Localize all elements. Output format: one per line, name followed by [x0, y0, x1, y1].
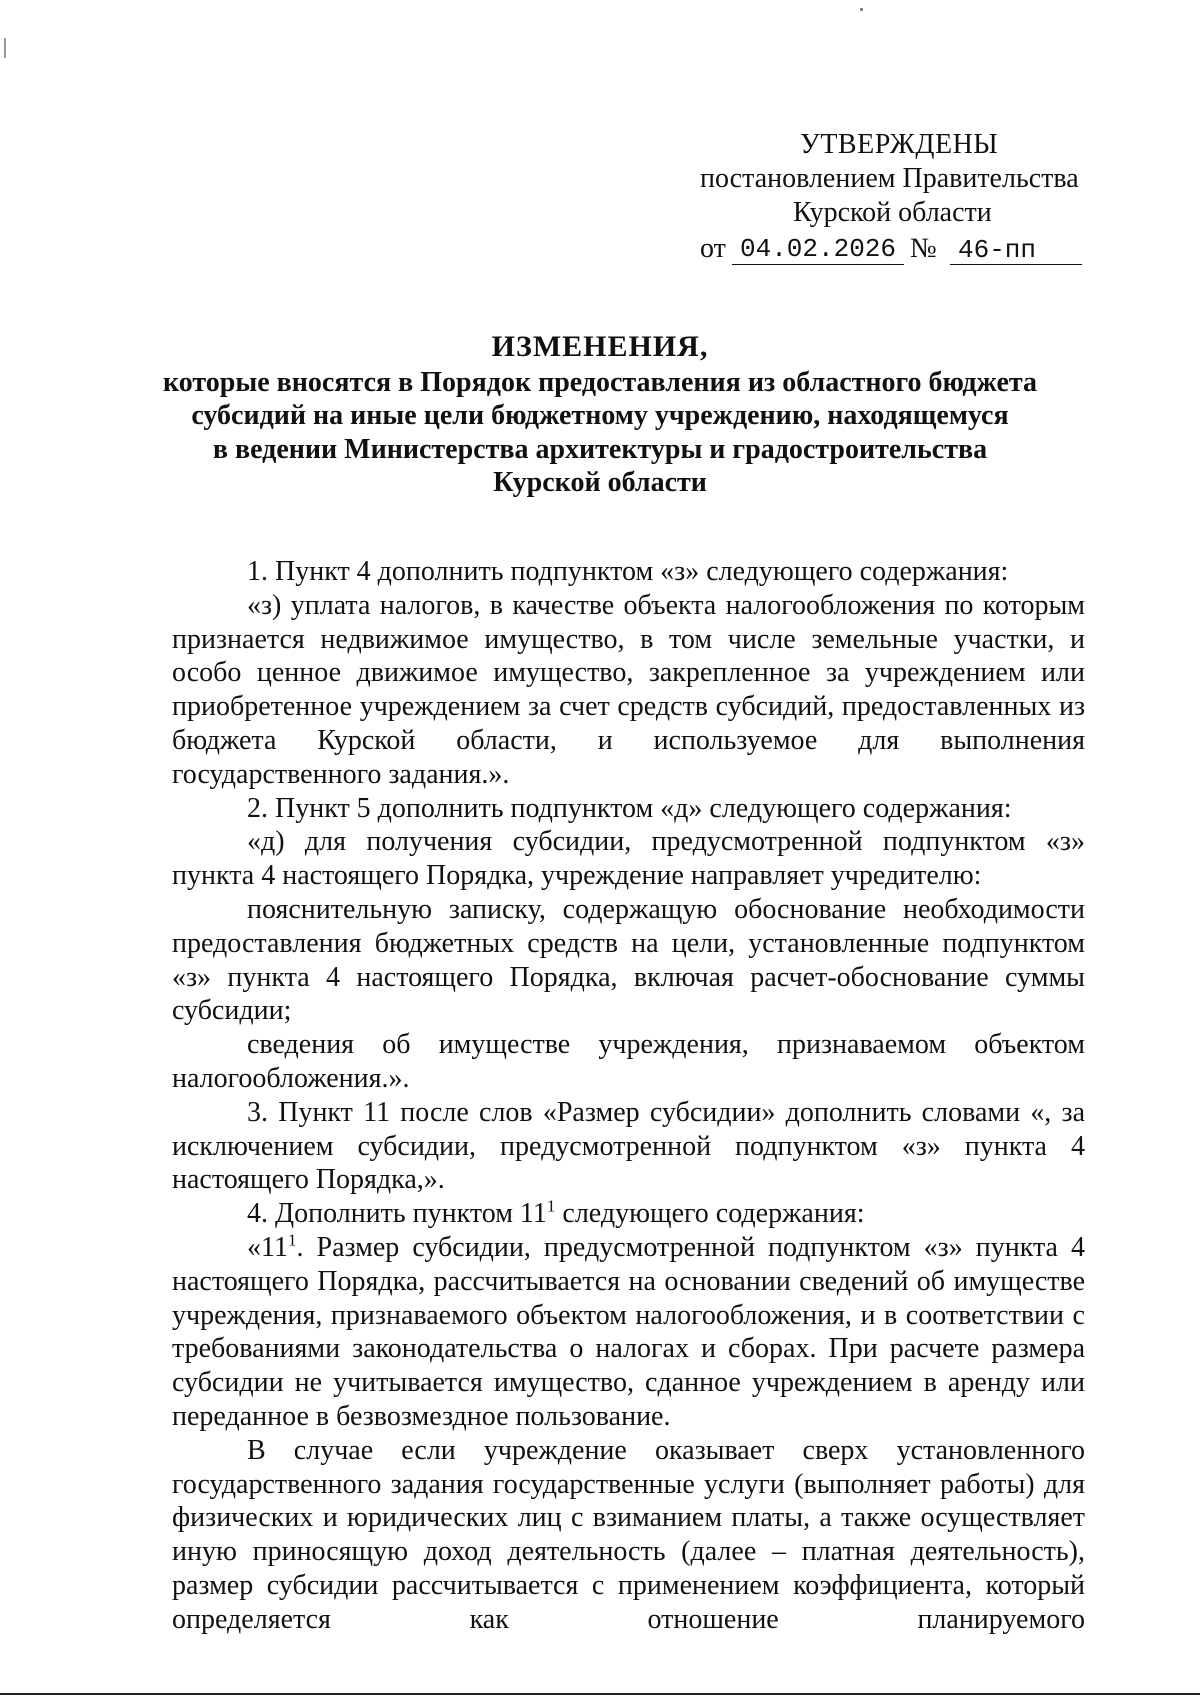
title-line: Курской области: [493, 467, 707, 498]
scan-edge-line: [0, 1693, 1200, 1695]
approval-block: [700, 128, 1100, 266]
scan-mark: [860, 8, 863, 11]
paragraph: пояснительную записку, содержащую обоснование необходимости предоставления бюджетных средств на цели, установленные подпунктом «з» пункта 4 настоящего Порядка, включая расчет-обоснование суммы субсидии;: [172, 893, 1085, 1027]
paragraph: сведения об имуществе учреждения, признаваемом объектом налогообложения.».: [172, 1029, 1085, 1094]
approval-heading: УТВЕРЖДЕНЫ: [800, 129, 999, 160]
paragraph-text: .: [296, 1231, 304, 1263]
approval-line: Курской области: [793, 197, 992, 228]
paragraph: «з) уплата налогов, в качестве объекта налогообложения по которым признается недвижимое имущество, в том числе земельные участки, и особо ценное движимое имущество, закрепленное за учреждением или приобретенное учреждением за счет средств субсидий, предоставленных из бюджета Курской области, и используемое для выполнения государственного задания.».: [172, 589, 1085, 790]
approval-date-number: [700, 232, 1100, 266]
paragraph-text: Размер субсидии, предусмотренной подпунктом «з» пункта 4 настоящего Порядка, рассчитывается на основании сведений об имуществе учреждения, признаваемого объектом налогообложения, и в соответствии с требованиями законодательства о налогах и сборах. При расчете размера субсидии не учитывается имущество, сданное учреждением в аренду или переданное в безвозмездное пользование.: [172, 1231, 1085, 1432]
scan-mark: [4, 38, 6, 58]
paragraph: 3. Пункт 11 после слов «Размер субсидии» дополнить словами «, за исключением субсидии, предусмотренной подпунктом «з» пункта 4 настоящего Порядка,».: [172, 1096, 1085, 1196]
paragraph: «д) для получения субсидии, предусмотренной подпунктом «з» пункта 4 настоящего Порядка, учреждение направляет учредителю:: [172, 826, 1085, 892]
number-sign: №: [910, 233, 937, 264]
document-title: [100, 330, 1100, 500]
title-main: ИЗМЕНЕНИЯ,: [491, 330, 709, 363]
superscript: 1: [546, 1196, 556, 1216]
paragraph-text: «11: [247, 1231, 288, 1263]
paragraph: 1. Пункт 4 дополнить подпунктом «з» следующего содержания:: [247, 556, 1009, 587]
title-line: субсидий на иные цели бюджетному учреждению, находящемуся: [191, 400, 1009, 431]
title-line: в ведении Министерства архитектуры и градостроительства: [212, 433, 988, 465]
paragraph: [172, 1231, 1085, 1434]
paragraph-text: следующего содержания:: [555, 1198, 865, 1230]
paragraph: В случае если учреждение оказывает сверх установленного государственного задания государственные услуги (выполняет работы) для физических и юридических лиц с взиманием платы, а также осуществляет иную приносящую доход деятельность (далее – платная деятельность), размер субсидии рассчитывается с применением коэффициента, который определяется как отношение планируемого: [172, 1434, 1085, 1635]
document-body: [172, 555, 1085, 1637]
paragraph-text: 4. Дополнить пунктом 11: [247, 1198, 547, 1230]
date-prefix: от: [700, 233, 726, 264]
paragraph: [172, 1197, 1085, 1231]
approval-number: 46-пп: [958, 235, 1037, 265]
approval-date: 04.02.2026: [732, 232, 904, 265]
approval-number-field: [950, 232, 1082, 265]
paragraph: 2. Пункт 5 дополнить подпунктом «д» следующего содержания:: [247, 792, 1012, 824]
superscript: 1: [287, 1230, 297, 1250]
approval-line: постановлением Правительства: [700, 163, 1079, 194]
title-line: которые вносятся в Порядок предоставления из областного бюджета: [163, 366, 1037, 398]
